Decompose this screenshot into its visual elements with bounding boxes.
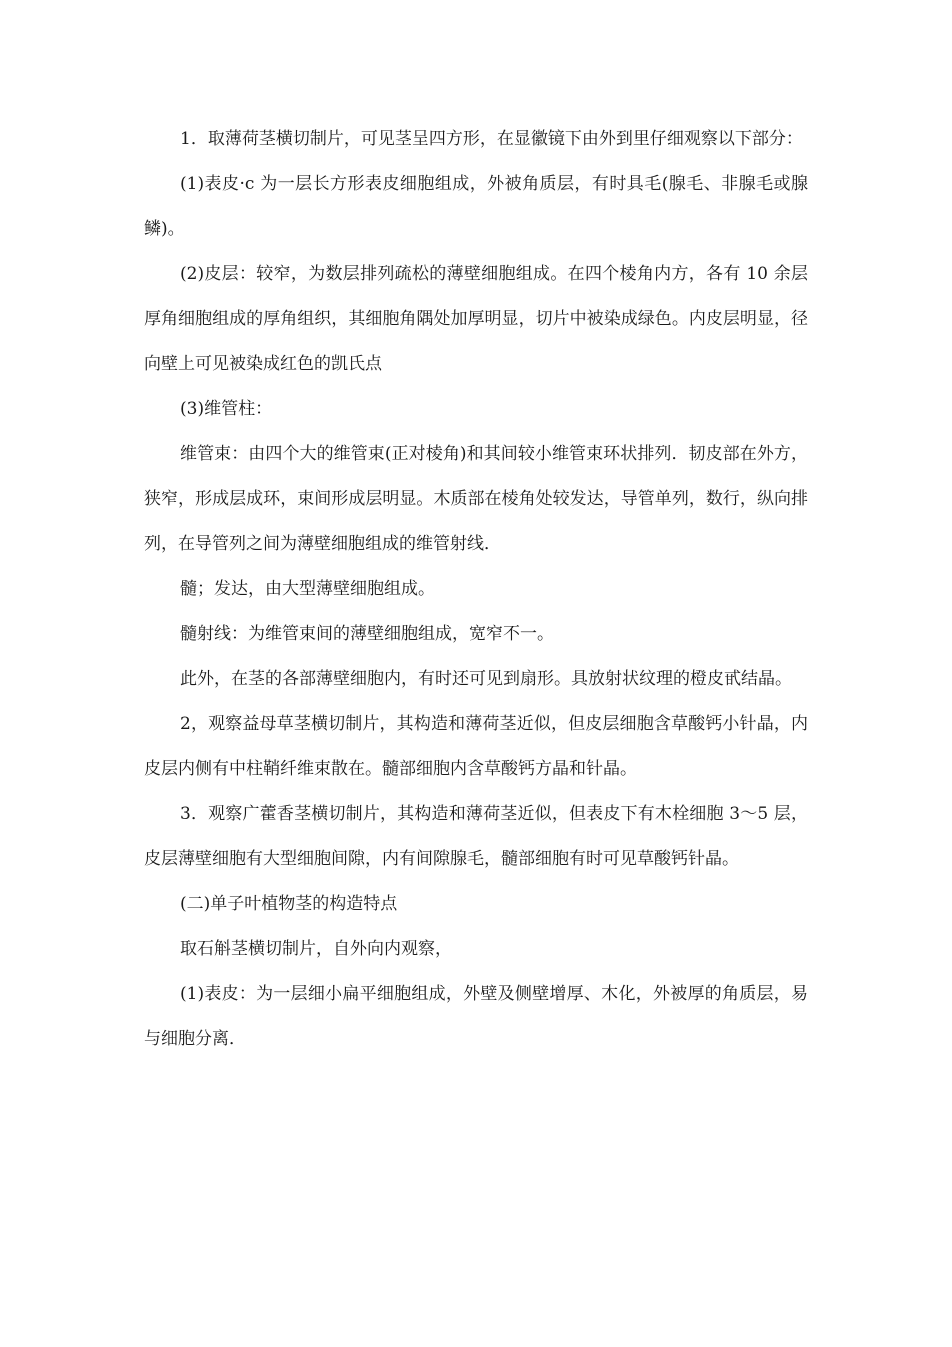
paragraph-mint-stem-intro: 1．取薄荷茎横切制片，可见茎呈四方形，在显徽镜下由外到里仔细观察以下部分： <box>180 129 803 149</box>
paragraph-stele-heading: (3)维管柱： <box>180 399 273 419</box>
paragraph-cortex: (2)皮层：较窄，为数层排列疏松的薄壁细胞组成。在四个棱角内方，各有 10 余层厚角细胞组成的厚角组织，其细胞角隅处加厚明显，切片中被染成绿色。内皮层明显，径向壁上可见被染成红色的凯氏点 <box>144 264 808 374</box>
paragraph-motherwort: 2，观察益母草茎横切制片，其构造和薄荷茎近似，但皮层细胞含草酸钙小针晶，内皮层内侧有中柱鞘纤维束散在。髓部细胞内含草酸钙方晶和针晶。 <box>144 714 808 779</box>
paragraph-epidermis: (1)表皮·c 为一层长方形表皮细胞组成，外被角质层，有时具毛(腺毛、非腺毛或腺鳞)。 <box>144 174 808 239</box>
paragraph-monocot-heading: (二)单子叶植物茎的构造特点 <box>180 894 398 914</box>
paragraph-pith-ray: 髓射线：为维管束间的薄壁细胞组成，宽窄不一。 <box>180 624 554 644</box>
paragraph-dendrobium-intro: 取石斛茎横切制片，自外向内观察， <box>180 939 452 959</box>
paragraph-dendrobium-epidermis: (1)表皮：为一层细小扁平细胞组成，外壁及侧壁增厚、木化，外被厚的角质层，易与细胞分离． <box>144 984 808 1049</box>
document-body <box>144 117 808 1062</box>
paragraph-pith: 髓；发达，由大型薄壁细胞组成。 <box>180 579 435 599</box>
paragraph-patchouli: 3．观察广藿香茎横切制片，其构造和薄荷茎近似，但表皮下有木栓细胞 3～5 层，皮层薄壁细胞有大型细胞间隙，内有间隙腺毛，髓部细胞有时可见草酸钙针晶。 <box>144 804 808 869</box>
paragraph-hesperidin: 此外，在茎的各部薄壁细胞内，有时还可见到扇形。具放射状纹理的橙皮甙结晶。 <box>180 669 792 689</box>
paragraph-vascular-bundle: 维管束：由四个大的维管束(正对棱角)和其间较小维管束环状排列．韧皮部在外方，狭窄，形成层成环，束间形成层明显。木质部在棱角处较发达，导管单列，数行，纵向排列，在导管列之间为薄壁细胞组成的维管射线． <box>144 444 808 554</box>
